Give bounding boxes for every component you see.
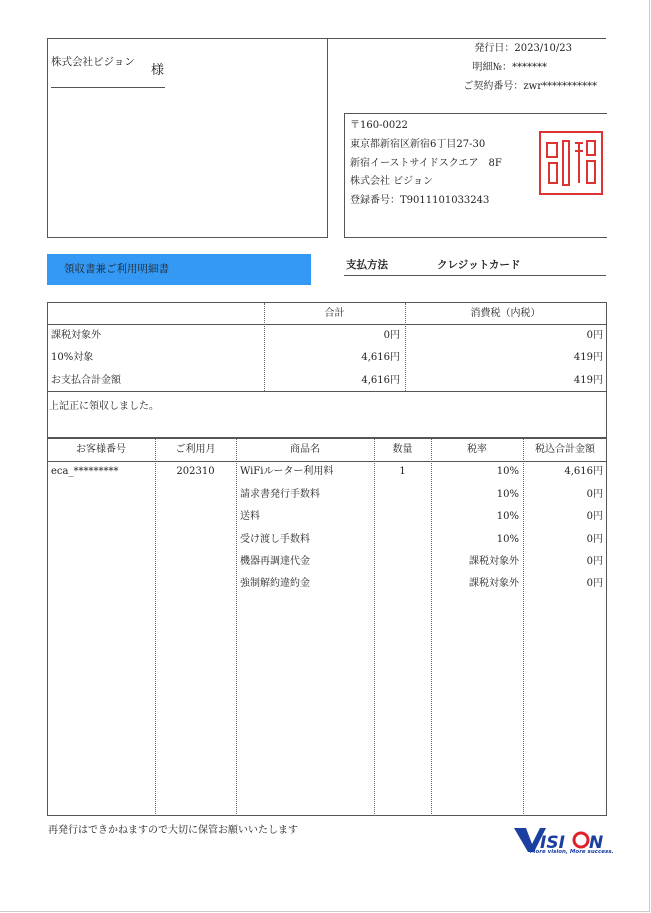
vision-logo: [510, 822, 614, 860]
details-col-divider: [236, 439, 237, 816]
item-name: WiFiルーター利用料: [240, 466, 334, 477]
summary-row-total: 4,616円: [361, 375, 400, 386]
statement-title: 領収書兼ご利用明細書: [64, 263, 169, 275]
footer-note: 再発行はできかねますので大切に保管お願いいたします: [48, 825, 298, 836]
summary-row-total: 0円: [383, 330, 400, 341]
details-col-divider: [523, 439, 524, 816]
issuer-address-1: 東京都新宿区新宿6丁目27-30: [350, 139, 486, 150]
details-header-amount: 税込合計金額: [535, 444, 595, 455]
svg-text:N: N: [589, 833, 604, 853]
summary-row-tax: 419円: [573, 352, 603, 363]
item-name: 受け渡し手数料: [240, 534, 310, 545]
details-header-month: ご利用月: [175, 444, 216, 455]
payment-underline: [344, 275, 606, 276]
details-col-divider: [155, 439, 156, 816]
item-amount: 0円: [586, 534, 603, 545]
details-header-rate: 税率: [467, 444, 487, 455]
details-customer-no: eca_*********: [51, 466, 119, 477]
customer-honorific: 様: [151, 63, 165, 78]
item-amount: 0円: [586, 578, 603, 589]
statement-number: 明細№：*******: [472, 62, 547, 73]
customer-underline: [51, 87, 165, 88]
item-name: 機器再調達代金: [240, 556, 310, 567]
top-right-border: [328, 38, 606, 39]
item-rate: 課税対象外: [469, 578, 519, 589]
item-rate: 10%: [496, 466, 519, 477]
summary-row-tax: 0円: [586, 330, 603, 341]
item-rate: 10%: [496, 489, 519, 500]
item-rate: 10%: [496, 534, 519, 545]
summary-body-divider: [47, 391, 607, 392]
summary-row-tax: 419円: [573, 375, 603, 386]
item-amount: 0円: [586, 489, 603, 500]
summary-row-label: 10%対象: [51, 352, 94, 363]
item-amount: 0円: [586, 556, 603, 567]
received-statement: 上記正に領収しました。: [49, 401, 159, 412]
svg-text:ISI: ISI: [540, 833, 565, 853]
issuer-postal: 〒160-0022: [350, 120, 408, 131]
summary-header-total: 合計: [324, 308, 345, 319]
summary-header-tax: 消費税（内税）: [470, 308, 541, 319]
issuer-registration: 登録番号：T9011101033243: [350, 195, 490, 206]
issue-date: 発行日：2023/10/23: [474, 43, 572, 54]
item-amount: 4,616円: [564, 466, 603, 477]
issuer-address-2: 新宿イーストサイドスクエア 8F: [350, 158, 502, 169]
item-amount: 0円: [586, 511, 603, 522]
details-col-divider: [374, 439, 375, 816]
payment-label: 支払方法: [346, 259, 388, 271]
summary-row-total: 4,616円: [361, 352, 400, 363]
issuer-company: 株式会社 ビジョン: [350, 176, 433, 187]
details-header-qty: 数量: [392, 444, 413, 455]
item-name: 請求書発行手数料: [240, 489, 320, 500]
item-rate: 10%: [496, 511, 519, 522]
summary-row-label: 課税対象外: [51, 330, 101, 341]
contract-number: ご契約番号：zwr***********: [463, 81, 597, 92]
item-rate: 課税対象外: [469, 556, 519, 567]
summary-row-label: お支払合計金額: [51, 375, 121, 386]
summary-header-divider: [47, 324, 607, 325]
details-col-divider: [431, 439, 432, 816]
payment-value: クレジットカード: [437, 259, 521, 271]
item-name: 送料: [240, 511, 260, 522]
details-month: 202310: [176, 466, 215, 477]
logo-tagline: More vision, More success.: [530, 849, 614, 855]
item-name: 強制解約違約金: [240, 578, 310, 589]
details-header-customer-no: お客様番号: [76, 444, 126, 455]
company-seal-icon: [539, 131, 603, 195]
summary-table: [47, 302, 607, 438]
item-qty: 1: [399, 466, 406, 477]
details-header-product: 商品名: [290, 444, 320, 455]
customer-name: 株式会社ビジョン: [51, 56, 135, 68]
